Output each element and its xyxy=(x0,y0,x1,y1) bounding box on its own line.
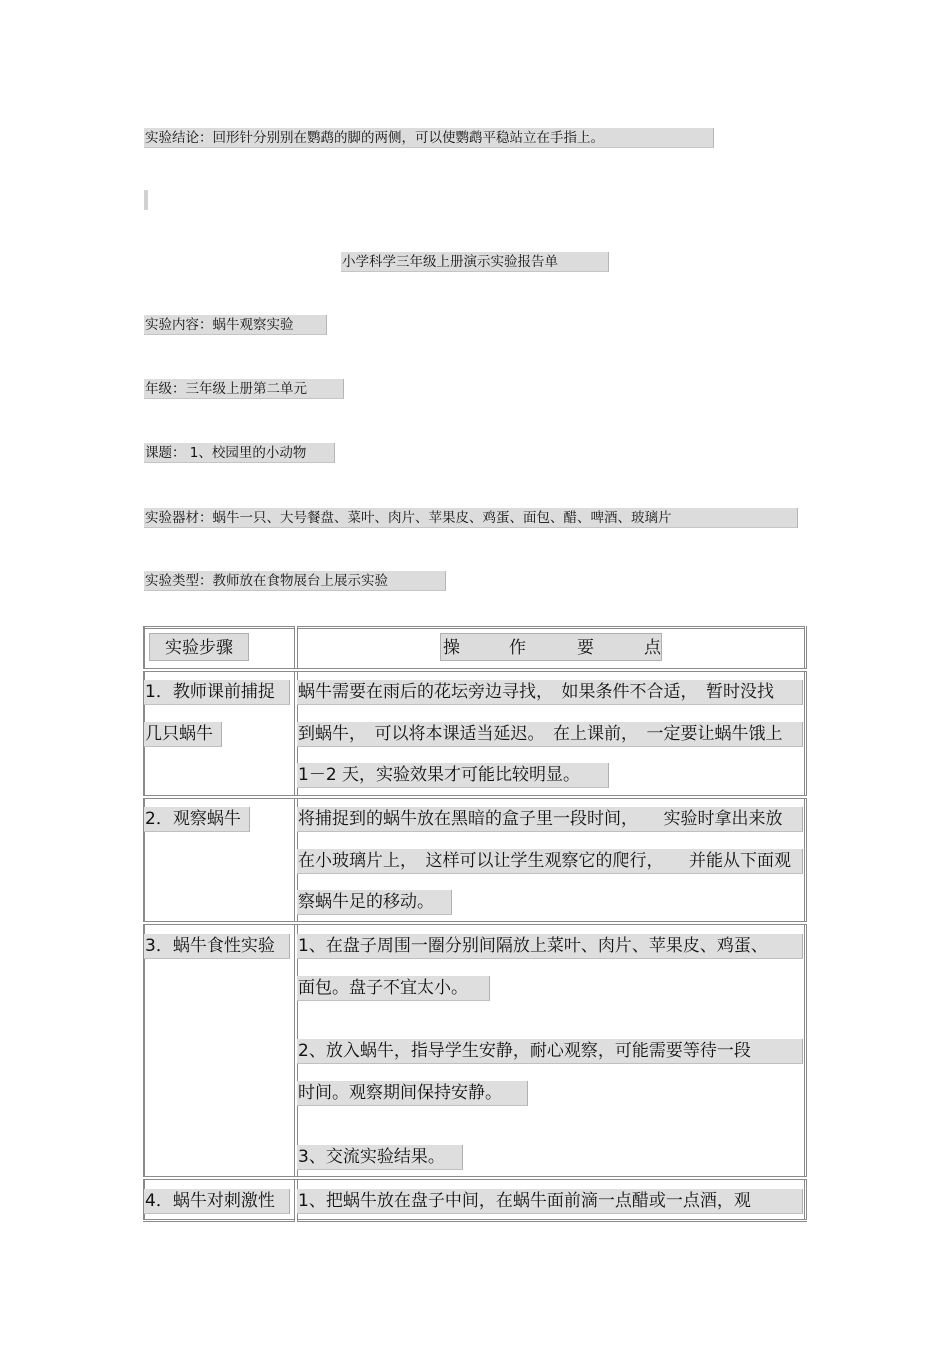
equipment-text: 实验器材：蜗牛一只、大号餐盘、菜叶、肉片、苹果皮、鸡蛋、面包、醋、啤酒、玻璃片 xyxy=(144,508,798,528)
cursor-marker xyxy=(144,190,148,210)
table-border-bottom xyxy=(143,1219,807,1222)
row-divider xyxy=(143,668,807,672)
point-line: 在小玻璃片上， 这样可以让学生观察它的爬行， 并能从下面观 xyxy=(297,849,803,874)
experiment-content: 实验内容：蜗牛观察实验 xyxy=(144,315,327,335)
step-cell: 4．蜗牛对刺激性 xyxy=(144,1189,290,1214)
row-divider xyxy=(143,795,807,799)
header-char: 操 xyxy=(443,638,460,658)
step-cell: 2．观察蜗牛 xyxy=(144,807,250,832)
topic-text: 课题： 1、校园里的小动物 xyxy=(144,443,335,463)
conclusion-text: 实验结论：回形针分别别在鹦鹉的脚的两侧，可以使鹦鹉平稳站立在手指上。 xyxy=(144,128,714,148)
header-char: 点 xyxy=(644,638,661,658)
point-line: 面包。盘子不宜太小。 xyxy=(297,976,490,1001)
point-line: 3、交流实验结果。 xyxy=(297,1145,463,1170)
point-line: 察蜗牛足的移动。 xyxy=(297,890,452,915)
table-border-top xyxy=(143,626,807,629)
header-points xyxy=(440,633,662,661)
row-divider xyxy=(143,1176,807,1180)
point-line: 1、在盘子周围一圈分别间隔放上菜叶、肉片、苹果皮、鸡蛋、 xyxy=(297,934,803,959)
point-line: 时间。观察期间保持安静。 xyxy=(297,1081,528,1106)
header-char: 要 xyxy=(577,638,594,658)
step-cell: 1．教师课前捕捉 xyxy=(144,680,290,705)
grade-text: 年级：三年级上册第二单元 xyxy=(144,379,344,399)
point-line: 将捕捉到的蜗牛放在黑暗的盒子里一段时间， 实验时拿出来放 xyxy=(297,807,803,832)
step-cell: 3．蜗牛食性实验 xyxy=(144,934,290,959)
header-steps: 实验步骤 xyxy=(149,633,249,661)
point-line: 1、把蜗牛放在盘子中间，在蜗牛面前滴一点醋或一点酒，观 xyxy=(297,1189,803,1214)
step-cell: 几只蜗牛 xyxy=(144,722,222,747)
header-char: 作 xyxy=(509,638,526,658)
point-line: 1－2 天，实验效果才可能比较明显。 xyxy=(297,763,609,788)
row-divider xyxy=(143,921,807,925)
experiment-type: 实验类型：教师放在食物展台上展示实验 xyxy=(144,571,446,591)
point-line: 2、放入蜗牛，指导学生安静，耐心观察，可能需要等待一段 xyxy=(297,1039,803,1064)
page-title: 小学科学三年级上册演示实验报告单 xyxy=(341,252,609,272)
point-line: 蜗牛需要在雨后的花坛旁边寻找， 如果条件不合适， 暂时没找 xyxy=(297,680,803,705)
point-line: 到蜗牛， 可以将本课适当延迟。 在上课前， 一定要让蜗牛饿上 xyxy=(297,722,803,747)
